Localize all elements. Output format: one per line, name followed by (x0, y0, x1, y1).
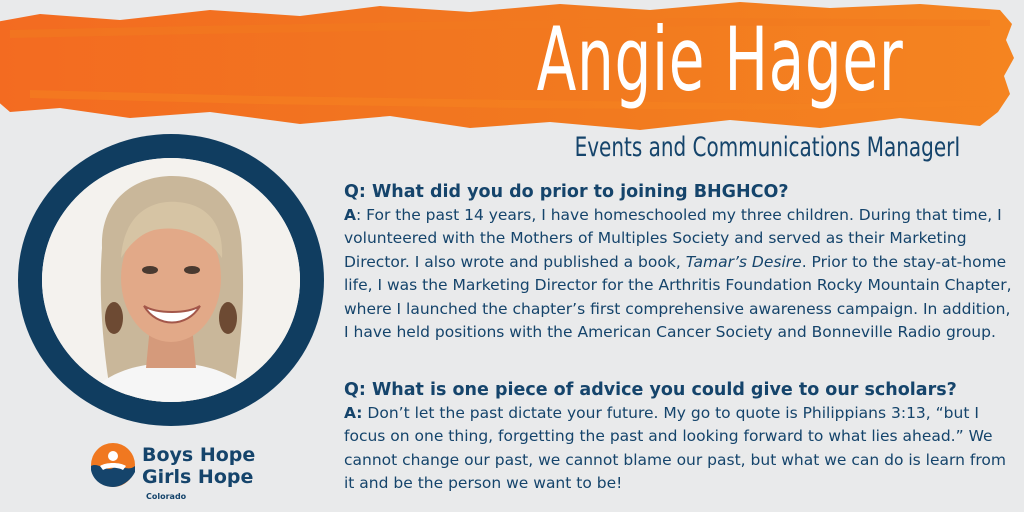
book-title: Tamar’s Desire (685, 252, 802, 271)
answer-1 (344, 204, 1014, 344)
answer-1-label: A (344, 206, 356, 224)
person-name: Angie Hager (536, 8, 904, 111)
portrait-frame (18, 134, 324, 426)
answer-1-text-a: : For the past 14 years, I have homeschooled my three children. During that time, I volunteered with the Mothers of Multiples Society and served as their Marketing Director. I also wrote and published a book, (344, 206, 1002, 271)
answer-2-text: Don’t let the past dictate your future. My go to quote is Philippians 3:13, “but I focus on one thing, forgetting the past and looking forward to what lies ahead.” We cannot change our past, we cannot blame our past, but what we can do is learn from it and be the person we want to be! (344, 404, 1006, 493)
person-photo-icon (42, 158, 300, 402)
logo-subtitle: Colorado (146, 492, 187, 501)
bhgh-logo (90, 442, 290, 506)
answer-1-text-b: . Prior to the stay-at-home life, I was the Marketing Director for the Arthritis Foundation Rocky Mountain Chapter, where I launched the chapter’s first comprehensive awareness campaign. In addition, I have held positions with the American Cancer Society and Bonneville Radio group. (344, 252, 1012, 342)
logo-line-1: Boys Hope (142, 444, 256, 466)
answer-2-label: A: (344, 404, 363, 422)
logo-line-2: Girls Hope (142, 466, 254, 488)
job-title: Events and Communications ManagerI (574, 132, 961, 163)
qa-block-1 (344, 180, 1014, 344)
answer-2 (344, 402, 1014, 496)
portrait-photo (42, 158, 300, 402)
question-1: Q: What did you do prior to joining BHGHCO? (344, 182, 789, 202)
question-2: Q: What is one piece of advice you could give to our scholars? (344, 380, 957, 400)
qa-block-2 (344, 378, 1014, 496)
boys-hope-girls-hope-logo-icon (90, 442, 136, 488)
